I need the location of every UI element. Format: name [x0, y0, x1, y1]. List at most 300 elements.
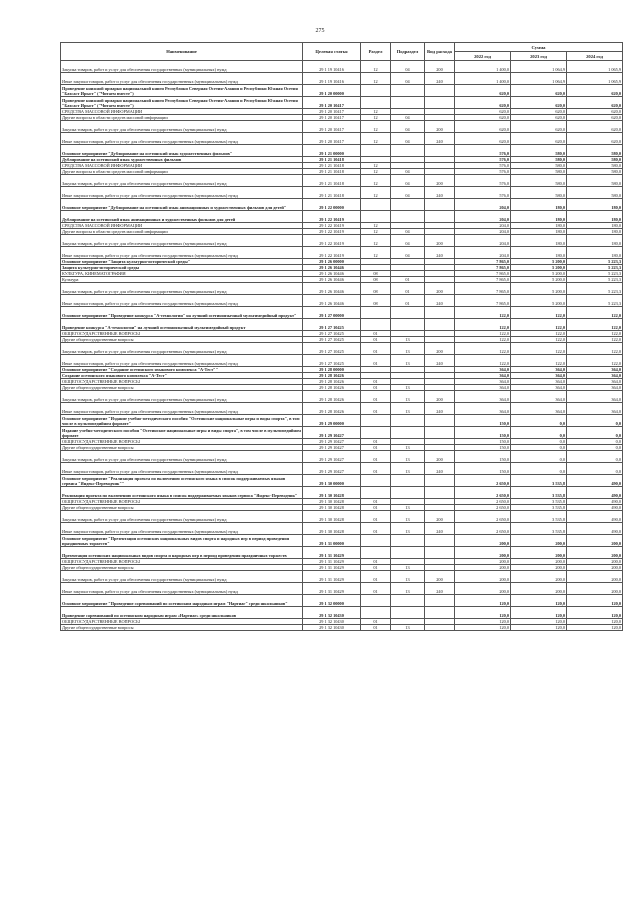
row-expense-type: 240	[425, 247, 455, 259]
row-sum-2023: 200,0	[511, 565, 567, 571]
row-sum-2022: 7 865,0	[455, 265, 511, 271]
row-sum-2022: 576,0	[455, 145, 511, 157]
row-section: 01	[361, 379, 391, 385]
row-expense-type: 240	[425, 73, 455, 85]
table-row	[61, 73, 623, 85]
row-sum-2023: 580,0	[511, 145, 567, 157]
row-name: Иные закупки товаров, работ и услуг для обеспечения государственных (муниципальных) нужд	[61, 295, 303, 307]
row-name: ОБЩЕГОСУДАРСТВЕННЫЕ ВОПРОСЫ	[61, 331, 303, 337]
row-name: Основное мероприятие "Дублирование на осетинский язык анимационных и художественных фильмов для детей"	[61, 199, 303, 211]
row-name: Другие общегосударственные вопросы	[61, 445, 303, 451]
row-sum-2024: 620,0	[567, 97, 623, 109]
row-name: Дублирование на осетинский язык анимационных и художественных фильмов для детей	[61, 211, 303, 223]
row-sum-2022: 2 650,0	[455, 505, 511, 511]
row-sum-2023: 580,0	[511, 175, 567, 187]
header-year-2023: 2023 год	[511, 52, 567, 61]
row-subsection	[391, 85, 425, 97]
row-sum-2024: 490,0	[567, 511, 623, 523]
row-section: 01	[361, 619, 391, 625]
row-subsection: 13	[391, 337, 425, 343]
row-target-code: 29 1 28 00000	[303, 367, 361, 373]
row-section	[361, 547, 391, 559]
row-subsection	[391, 145, 425, 157]
row-name: Иные закупки товаров, работ и услуг для обеспечения государственных (муниципальных) нужд	[61, 523, 303, 535]
row-sum-2022: 7 865,0	[455, 277, 511, 283]
row-sum-2022: 2 650,0	[455, 523, 511, 535]
row-section: 01	[361, 511, 391, 523]
row-target-code: 29 1 21 00000	[303, 145, 361, 157]
table-row	[61, 583, 623, 595]
row-sum-2022: 204,0	[455, 199, 511, 211]
table-row	[61, 211, 623, 223]
row-sum-2022: 120,0	[455, 619, 511, 625]
row-subsection	[391, 319, 425, 331]
row-target-code: 29 1 26 00000	[303, 259, 361, 265]
row-sum-2022: 364,0	[455, 385, 511, 391]
row-sum-2024: 180,0	[567, 235, 623, 247]
table-row	[61, 487, 623, 499]
row-name: Основное мероприятие "Проведение соревнований по осетинским народным играм "Нартиаг" среди школьников"	[61, 595, 303, 607]
row-sum-2024: 200,0	[567, 535, 623, 547]
row-subsection: 13	[391, 451, 425, 463]
header-year-2022: 2022 год	[455, 52, 511, 61]
row-subsection	[391, 199, 425, 211]
row-sum-2024: 364,0	[567, 367, 623, 373]
row-subsection: 13	[391, 565, 425, 571]
row-subsection: 04	[391, 175, 425, 187]
row-sum-2022: 7 865,0	[455, 259, 511, 265]
row-sum-2022: 200,0	[455, 571, 511, 583]
row-sum-2022: 620,0	[455, 115, 511, 121]
row-sum-2024: 120,0	[567, 607, 623, 619]
row-section: 01	[361, 451, 391, 463]
row-sum-2024: 620,0	[567, 109, 623, 115]
row-target-code: 29 1 29 10427	[303, 445, 361, 451]
row-sum-2023: 0,0	[511, 451, 567, 463]
row-sum-2024: 5 223,3	[567, 265, 623, 271]
row-subsection: 13	[391, 523, 425, 535]
row-expense-type	[425, 319, 455, 331]
row-sum-2024: 180,0	[567, 199, 623, 211]
row-sum-2024: 122,0	[567, 307, 623, 319]
row-sum-2023: 1 064,9	[511, 61, 567, 73]
row-sum-2022: 2 650,0	[455, 499, 511, 505]
row-name: Другие общегосударственные вопросы	[61, 505, 303, 511]
header-name: Наименование	[61, 43, 303, 61]
row-section: 01	[361, 559, 391, 565]
row-target-code: 29 1 19 10416	[303, 61, 361, 73]
row-sum-2023: 3 535,8	[511, 505, 567, 511]
table-row	[61, 283, 623, 295]
row-sum-2022: 620,0	[455, 97, 511, 109]
row-sum-2023: 580,0	[511, 163, 567, 169]
row-section: 12	[361, 187, 391, 199]
row-sum-2022: 122,0	[455, 331, 511, 337]
row-name: Другие вопросы в области средств массовой информации	[61, 115, 303, 121]
row-name: ОБЩЕГОСУДАРСТВЕННЫЕ ВОПРОСЫ	[61, 559, 303, 565]
row-section	[361, 319, 391, 331]
row-section: 12	[361, 61, 391, 73]
row-subsection: 13	[391, 343, 425, 355]
row-subsection: 04	[391, 73, 425, 85]
row-sum-2022: 364,0	[455, 391, 511, 403]
row-subsection: 13	[391, 505, 425, 511]
row-sum-2023: 3 535,8	[511, 499, 567, 505]
row-section	[361, 307, 391, 319]
row-name: ОБЩЕГОСУДАРСТВЕННЫЕ ВОПРОСЫ	[61, 619, 303, 625]
row-target-code: 29 1 32 00000	[303, 595, 361, 607]
row-target-code: 29 1 22 10419	[303, 211, 361, 223]
row-section: 12	[361, 73, 391, 85]
row-sum-2022: 200,0	[455, 583, 511, 595]
row-sum-2024: 5 223,3	[567, 277, 623, 283]
row-sum-2022: 204,0	[455, 223, 511, 229]
row-sum-2024: 120,0	[567, 619, 623, 625]
row-sum-2024: 200,0	[567, 565, 623, 571]
row-sum-2022: 364,0	[455, 403, 511, 415]
row-name: Закупка товаров, работ и услуг для обеспечения государственных (муниципальных) нужд	[61, 235, 303, 247]
row-sum-2023: 620,0	[511, 109, 567, 115]
row-target-code: 29 1 28 10426	[303, 403, 361, 415]
row-sum-2022: 620,0	[455, 133, 511, 145]
row-sum-2024: 620,0	[567, 133, 623, 145]
row-target-code: 29 1 30 00000	[303, 475, 361, 487]
row-sum-2024: 0,0	[567, 445, 623, 451]
row-expense-type	[425, 487, 455, 499]
row-section: 01	[361, 439, 391, 445]
row-name: Основное мероприятие "Проведение конкурса "А-технологии" на лучший осетиноязычный мультимедийный продукт"	[61, 307, 303, 319]
row-subsection	[391, 427, 425, 439]
row-expense-type	[425, 595, 455, 607]
row-sum-2022: 204,0	[455, 247, 511, 259]
row-expense-type	[425, 97, 455, 109]
row-sum-2023: 364,0	[511, 379, 567, 385]
row-target-code: 29 1 28 10426	[303, 373, 361, 379]
row-expense-type	[425, 535, 455, 547]
row-sum-2023: 620,0	[511, 85, 567, 97]
row-name: Проведение соревнований по осетинским народным играм «Нартиаг» среди школьников	[61, 607, 303, 619]
row-section: 08	[361, 271, 391, 277]
row-sum-2022: 2 650,0	[455, 487, 511, 499]
row-sum-2024: 0,0	[567, 463, 623, 475]
row-subsection: 01	[391, 295, 425, 307]
row-section: 01	[361, 505, 391, 511]
row-sum-2024: 0,0	[567, 415, 623, 427]
row-subsection: 13	[391, 625, 425, 631]
row-name: Иные закупки товаров, работ и услуг для обеспечения государственных (муниципальных) нужд	[61, 463, 303, 475]
table-row	[61, 595, 623, 607]
row-target-code: 29 1 21 10418	[303, 157, 361, 163]
row-sum-2024: 1 065,9	[567, 73, 623, 85]
row-expense-type: 240	[425, 463, 455, 475]
row-sum-2024: 580,0	[567, 175, 623, 187]
row-sum-2024: 122,0	[567, 355, 623, 367]
row-sum-2023: 580,0	[511, 157, 567, 163]
row-section: 01	[361, 331, 391, 337]
row-sum-2022: 150,0	[455, 445, 511, 451]
row-name: Проведение книжной ярмарки национальной книги Республики Северная Осетия-Алания и Республики Южная Осетия "Бахсаст Ирыст" ("Читаем вместе")	[61, 97, 303, 109]
row-sum-2023: 5 200,0	[511, 295, 567, 307]
row-expense-type: 240	[425, 523, 455, 535]
row-sum-2022: 576,0	[455, 163, 511, 169]
row-sum-2023: 5 200,0	[511, 283, 567, 295]
row-name: Иные закупки товаров, работ и услуг для обеспечения государственных (муниципальных) нужд	[61, 355, 303, 367]
row-target-code: 29 1 30 10428	[303, 499, 361, 505]
row-section: 01	[361, 625, 391, 631]
row-sum-2023: 620,0	[511, 133, 567, 145]
row-section	[361, 607, 391, 619]
row-section: 01	[361, 385, 391, 391]
table-row	[61, 391, 623, 403]
row-sum-2022: 150,0	[455, 439, 511, 445]
table-row	[61, 427, 623, 439]
row-name: Другие общегосударственные вопросы	[61, 625, 303, 631]
row-sum-2023: 0,0	[511, 439, 567, 445]
row-section: 01	[361, 445, 391, 451]
row-name: Закупка товаров, работ и услуг для обеспечения государственных (муниципальных) нужд	[61, 175, 303, 187]
row-target-code: 29 1 27 10425	[303, 337, 361, 343]
row-name: ОБЩЕГОСУДАРСТВЕННЫЕ ВОПРОСЫ	[61, 499, 303, 505]
row-sum-2023: 620,0	[511, 115, 567, 121]
row-target-code: 29 1 29 10427	[303, 463, 361, 475]
row-target-code: 29 1 20 10417	[303, 133, 361, 145]
row-expense-type: 200	[425, 283, 455, 295]
table-row	[61, 133, 623, 145]
row-sum-2023: 364,0	[511, 403, 567, 415]
table-row	[61, 415, 623, 427]
row-sum-2023: 120,0	[511, 625, 567, 631]
row-sum-2022: 576,0	[455, 157, 511, 163]
row-section	[361, 475, 391, 487]
row-sum-2022: 120,0	[455, 607, 511, 619]
row-name: Другие общегосударственные вопросы	[61, 337, 303, 343]
row-subsection: 04	[391, 121, 425, 133]
row-sum-2024: 490,0	[567, 475, 623, 487]
row-sum-2024: 364,0	[567, 379, 623, 385]
row-target-code: 29 1 26 10446	[303, 271, 361, 277]
row-name: Культура	[61, 277, 303, 283]
row-expense-type	[425, 475, 455, 487]
row-name: Иные закупки товаров, работ и услуг для обеспечения государственных (муниципальных) нужд	[61, 133, 303, 145]
row-sum-2022: 364,0	[455, 367, 511, 373]
row-sum-2023: 122,0	[511, 343, 567, 355]
row-target-code: 29 1 22 10419	[303, 235, 361, 247]
row-sum-2024: 180,0	[567, 211, 623, 223]
row-subsection: 13	[391, 445, 425, 451]
row-sum-2024: 122,0	[567, 343, 623, 355]
row-sum-2023: 122,0	[511, 355, 567, 367]
row-section: 01	[361, 499, 391, 505]
row-expense-type: 240	[425, 187, 455, 199]
row-sum-2024: 1 065,9	[567, 61, 623, 73]
row-subsection: 13	[391, 571, 425, 583]
row-section	[361, 211, 391, 223]
table-row	[61, 61, 623, 73]
row-sum-2024: 200,0	[567, 547, 623, 559]
row-section: 08	[361, 283, 391, 295]
row-sum-2022: 200,0	[455, 565, 511, 571]
row-section: 12	[361, 229, 391, 235]
row-subsection: 13	[391, 355, 425, 367]
row-sum-2024: 200,0	[567, 583, 623, 595]
row-target-code: 29 1 32 10430	[303, 625, 361, 631]
row-target-code: 29 1 21 10418	[303, 175, 361, 187]
row-target-code: 29 1 31 10429	[303, 559, 361, 565]
row-sum-2023: 620,0	[511, 121, 567, 133]
row-section: 12	[361, 247, 391, 259]
row-name: Закупка товаров, работ и услуг для обеспечения государственных (муниципальных) нужд	[61, 343, 303, 355]
row-sum-2022: 122,0	[455, 343, 511, 355]
row-target-code: 29 1 20 10417	[303, 109, 361, 115]
row-target-code: 29 1 19 10416	[303, 73, 361, 85]
row-section	[361, 85, 391, 97]
row-target-code: 29 1 20 10417	[303, 121, 361, 133]
row-expense-type: 200	[425, 511, 455, 523]
header-target: Целевая статья	[303, 43, 361, 61]
row-target-code: 29 1 31 00000	[303, 535, 361, 547]
row-sum-2024: 0,0	[567, 427, 623, 439]
row-name: Защита культурно-исторической среды	[61, 265, 303, 271]
row-sum-2023: 3 535,8	[511, 523, 567, 535]
row-subsection	[391, 415, 425, 427]
row-name: Иные закупки товаров, работ и услуг для обеспечения государственных (муниципальных) нужд	[61, 187, 303, 199]
page-number: 275	[315, 28, 325, 34]
row-sum-2024: 620,0	[567, 115, 623, 121]
row-sum-2022: 620,0	[455, 121, 511, 133]
row-section: 01	[361, 403, 391, 415]
row-sum-2023: 180,0	[511, 229, 567, 235]
row-target-code: 29 1 27 10425	[303, 343, 361, 355]
row-sum-2024: 122,0	[567, 319, 623, 331]
row-sum-2022: 576,0	[455, 187, 511, 199]
row-sum-2024: 580,0	[567, 145, 623, 157]
row-sum-2022: 204,0	[455, 229, 511, 235]
row-target-code: 29 1 21 10418	[303, 163, 361, 169]
row-target-code: 29 1 21 10418	[303, 187, 361, 199]
row-name: Закупка товаров, работ и услуг для обеспечения государственных (муниципальных) нужд	[61, 61, 303, 73]
row-sum-2022: 122,0	[455, 319, 511, 331]
row-target-code: 29 1 22 10419	[303, 247, 361, 259]
row-subsection	[391, 211, 425, 223]
row-section: 12	[361, 121, 391, 133]
row-expense-type	[425, 625, 455, 631]
row-target-code: 29 1 22 00000	[303, 199, 361, 211]
row-sum-2022: 1 400,0	[455, 73, 511, 85]
row-expense-type	[425, 199, 455, 211]
row-subsection	[391, 535, 425, 547]
row-subsection: 13	[391, 511, 425, 523]
row-subsection: 04	[391, 61, 425, 73]
row-section: 12	[361, 223, 391, 229]
row-subsection: 13	[391, 403, 425, 415]
row-expense-type	[425, 211, 455, 223]
table-row	[61, 319, 623, 331]
table-row	[61, 511, 623, 523]
row-target-code: 29 1 28 10426	[303, 385, 361, 391]
row-sum-2023: 180,0	[511, 223, 567, 229]
table-row	[61, 451, 623, 463]
row-section: 12	[361, 109, 391, 115]
row-target-code: 29 1 26 10446	[303, 277, 361, 283]
row-name: Издание учебно-методического пособия "Осетинские национальные игры и виды спорта", в том числе в мультимедийном формате	[62, 428, 301, 438]
row-target-code: 29 1 31 10429	[303, 571, 361, 583]
row-sum-2022: 150,0	[455, 451, 511, 463]
row-section: 12	[361, 163, 391, 169]
row-target-code: 29 1 29 10427	[303, 451, 361, 463]
row-sum-2023: 364,0	[511, 385, 567, 391]
row-name: Закупка товаров, работ и услуг для обеспечения государственных (муниципальных) нужд	[61, 283, 303, 295]
row-subsection	[391, 97, 425, 109]
row-sum-2022: 120,0	[455, 625, 511, 631]
row-name: Презентация осетинских национальных видов спорта и народных игр в период проведения праздничных торжеств	[61, 547, 303, 559]
row-name: Основное мероприятие "Дублирование на осетинский язык художественных фильмов"	[61, 145, 303, 157]
row-expense-type	[425, 145, 455, 157]
row-subsection: 04	[391, 187, 425, 199]
row-name: Другие вопросы в области средств массовой информации	[61, 229, 303, 235]
table-row	[61, 475, 623, 487]
row-target-code: 29 1 32 10430	[303, 607, 361, 619]
row-sum-2023: 122,0	[511, 307, 567, 319]
row-sum-2022: 150,0	[455, 415, 511, 427]
table-row	[61, 403, 623, 415]
row-subsection: 01	[391, 283, 425, 295]
row-sum-2024: 580,0	[567, 169, 623, 175]
row-section	[361, 199, 391, 211]
row-sum-2023: 180,0	[511, 235, 567, 247]
row-expense-type: 240	[425, 355, 455, 367]
row-target-code: 29 1 30 10428	[303, 511, 361, 523]
row-subsection	[391, 475, 425, 487]
row-target-code: 29 1 29 10427	[303, 427, 361, 439]
row-sum-2022: 364,0	[455, 379, 511, 385]
table-row	[61, 343, 623, 355]
row-target-code: 29 1 20 10417	[303, 97, 361, 109]
row-expense-type: 200	[425, 451, 455, 463]
row-target-code: 29 1 31 10429	[303, 583, 361, 595]
row-name: Создание осетинского языкового комплекса "А-Тест"	[61, 373, 303, 379]
row-sum-2024: 200,0	[567, 571, 623, 583]
row-sum-2023: 5 200,0	[511, 271, 567, 277]
table-row	[61, 187, 623, 199]
row-sum-2023: 122,0	[511, 337, 567, 343]
row-sum-2023: 580,0	[511, 187, 567, 199]
row-subsection: 04	[391, 169, 425, 175]
row-target-code: 29 1 32 10430	[303, 619, 361, 625]
row-section	[361, 97, 391, 109]
row-name: Закупка товаров, работ и услуг для обеспечения государственных (муниципальных) нужд	[61, 121, 303, 133]
row-name: Закупка товаров, работ и услуг для обеспечения государственных (муниципальных) нужд	[61, 571, 303, 583]
row-name: Другие общегосударственные вопросы	[61, 565, 303, 571]
row-sum-2024: 122,0	[567, 337, 623, 343]
table-row	[61, 607, 623, 619]
row-name: Проведение конкурса "А-технологии" на лучший осетиноязычный мультимедийный продукт	[61, 319, 303, 331]
row-target-code: 29 1 29 10427	[303, 439, 361, 445]
row-sum-2023: 0,0	[511, 427, 567, 439]
table-row	[61, 535, 623, 547]
row-name: ОБЩЕГОСУДАРСТВЕННЫЕ ВОПРОСЫ	[61, 379, 303, 385]
row-sum-2023: 3 535,8	[511, 511, 567, 523]
table-row	[61, 307, 623, 319]
row-sum-2023: 364,0	[511, 367, 567, 373]
row-sum-2023: 200,0	[511, 571, 567, 583]
row-sum-2024: 180,0	[567, 247, 623, 259]
row-section	[361, 535, 391, 547]
row-sum-2023: 1 064,9	[511, 73, 567, 85]
row-section	[361, 427, 391, 439]
row-name: Основное мероприятие "Реализация проекта по включению осетинского языка в список поддерживаемых языков сервиса "Яндекс-Переводчик""	[61, 475, 303, 487]
row-target-code: 29 1 31 10429	[303, 565, 361, 571]
row-section: 12	[361, 235, 391, 247]
